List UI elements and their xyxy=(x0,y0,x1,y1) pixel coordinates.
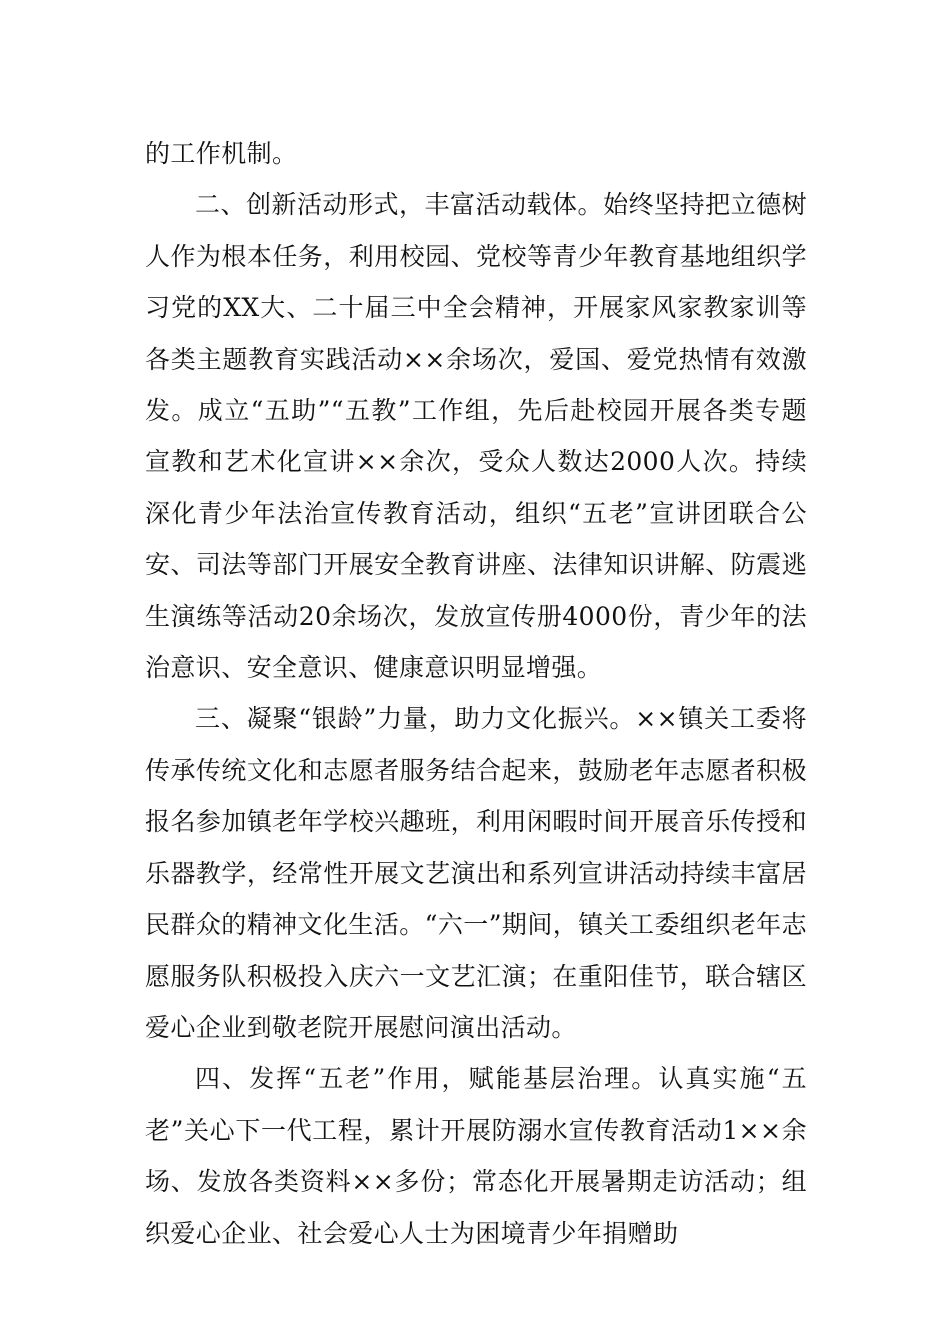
paragraph-continuation: 的工作机制。 xyxy=(145,139,298,168)
document-body xyxy=(145,128,807,1259)
paragraph-section-three: 三、凝聚“银龄”力量，助力文化振兴。××镇关工委将传承传统文化和志愿者服务结合起来，鼓励老年志愿者积极报名参加镇老年学校兴趣班，利用闲暇时间开展音乐传授和乐器教学，经常性开展文艺演出和系列宣讲活动持续丰富居民群众的精神文化生活。“六一”期间，镇关工委组织老年志愿服务队积极投入庆六一文艺汇演；在重阳佳节，联合辖区爱心企业到敬老院开展慰问演出活动。 xyxy=(145,704,807,1042)
paragraph-section-four: 四、发挥“五老”作用，赋能基层治理。认真实施“五老”关心下一代工程，累计开展防溺水宣传教育活动1××余场、发放各类资料××多份；常态化开展暑期走访活动；组织爱心企业、社会爱心人士为困境青少年捐赠助 xyxy=(145,1064,807,1248)
paragraph-section-two: 二、创新活动形式，丰富活动载体。始终坚持把立德树人作为根本任务，利用校园、党校等青少年教育基地组织学习党的XX大、二十届三中全会精神，开展家风家教家训等各类主题教育实践活动××余场次，爱国、爱党热情有效激发。成立“五助”“五教”工作组，先后赴校园开展各类专题宣教和艺术化宣讲××余次，受众人数达2000人次。持续深化青少年法治宣传教育活动，组织“五老”宣讲团联合公安、司法等部门开展安全教育讲座、法律知识讲解、防震逃生演练等活动20余场次，发放宣传册4000份，青少年的法治意识、安全意识、健康意识明显增强。 xyxy=(145,190,807,683)
